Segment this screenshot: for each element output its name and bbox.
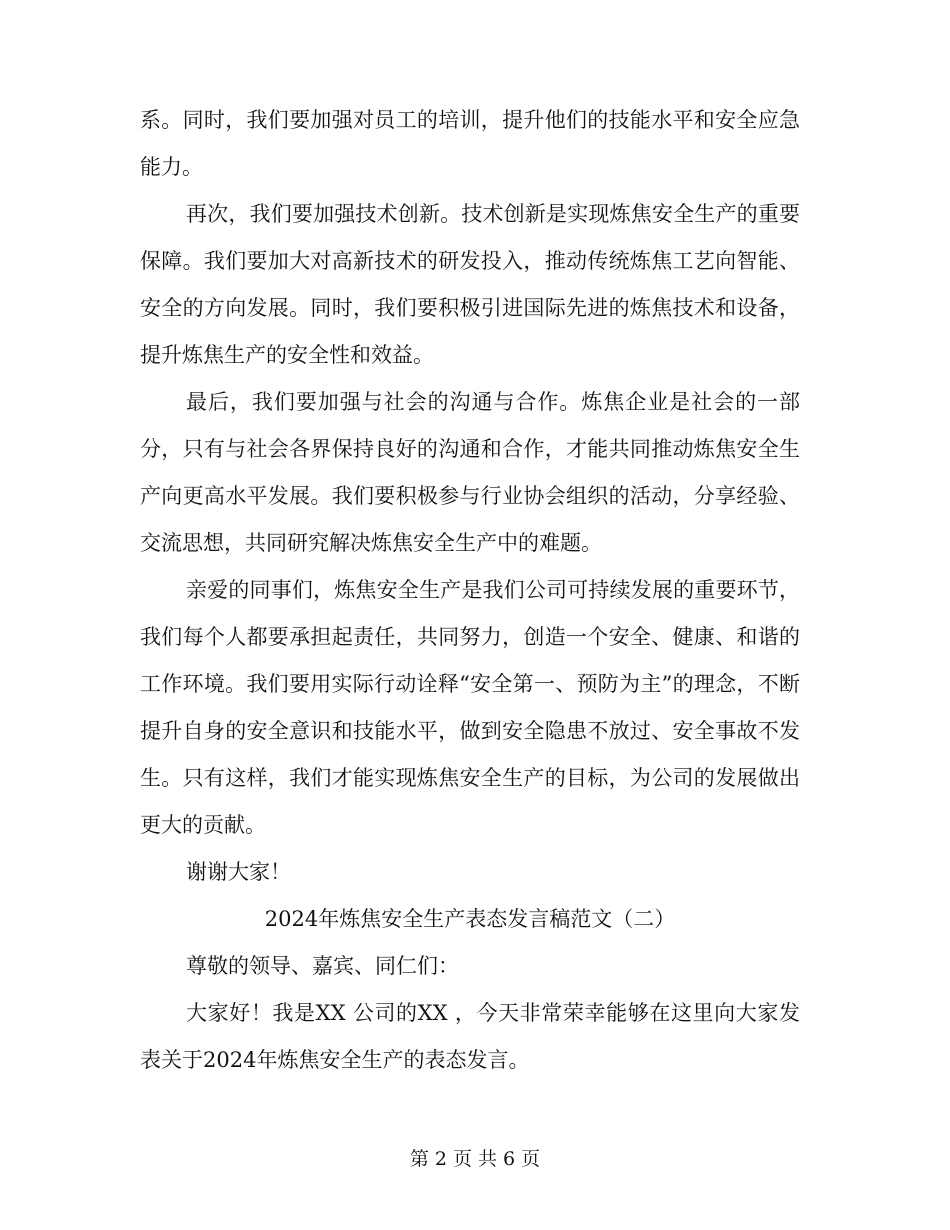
paragraph-thanks: 谢谢大家！ bbox=[186, 860, 291, 884]
paragraph-technology-innovation: 再次，我们要加强技术创新。技术创新是实现炼焦安全生产的重要保障。我们要加大对高新技术的研发投入，推动传统炼焦工艺向智能、安全的方向发展。同时，我们要积极引进国际先进的炼焦技术和设备，提升炼焦生产的安全性和效益。 bbox=[140, 202, 800, 367]
paragraph-social-cooperation: 最后，我们要加强与社会的沟通与合作。炼焦企业是社会的一部分，只有与社会各界保持良好的沟通和合作，才能共同推动炼焦安全生产向更高水平发展。我们要积极参与行业协会组织的活动，分享经验、交流思想，共同研究解决炼焦安全生产中的难题。 bbox=[140, 390, 800, 555]
introduction-paragraph: 大家好！我是XX 公司的XX ，今天非常荣幸能够在这里向大家发表关于2024年炼焦安全生产的表态发言。 bbox=[140, 1001, 800, 1072]
page-footer: 第 2 页 共 6 页 bbox=[409, 1148, 541, 1170]
section-title: 2024年炼焦安全生产表态发言稿范文（二） bbox=[264, 907, 676, 931]
document-body bbox=[140, 97, 800, 1084]
salutation: 尊敬的领导、嘉宾、同仁们： bbox=[186, 954, 459, 978]
paragraph-continuation: 系。同时，我们要加强对员工的培训，提升他们的技能水平和安全应急能力。 bbox=[140, 108, 800, 179]
paragraph-conclusion: 亲爱的同事们，炼焦安全生产是我们公司可持续发展的重要环节，我们每个人都要承担起责任，共同努力，创造一个安全、健康、和谐的工作环境。我们要用实际行动诠释“安全第一、预防为主”的理念，不断提升自身的安全意识和技能水平，做到安全隐患不放过、安全事故不发生。只有这样，我们才能实现炼焦安全生产的目标，为公司的发展做出更大的贡献。 bbox=[140, 578, 800, 837]
